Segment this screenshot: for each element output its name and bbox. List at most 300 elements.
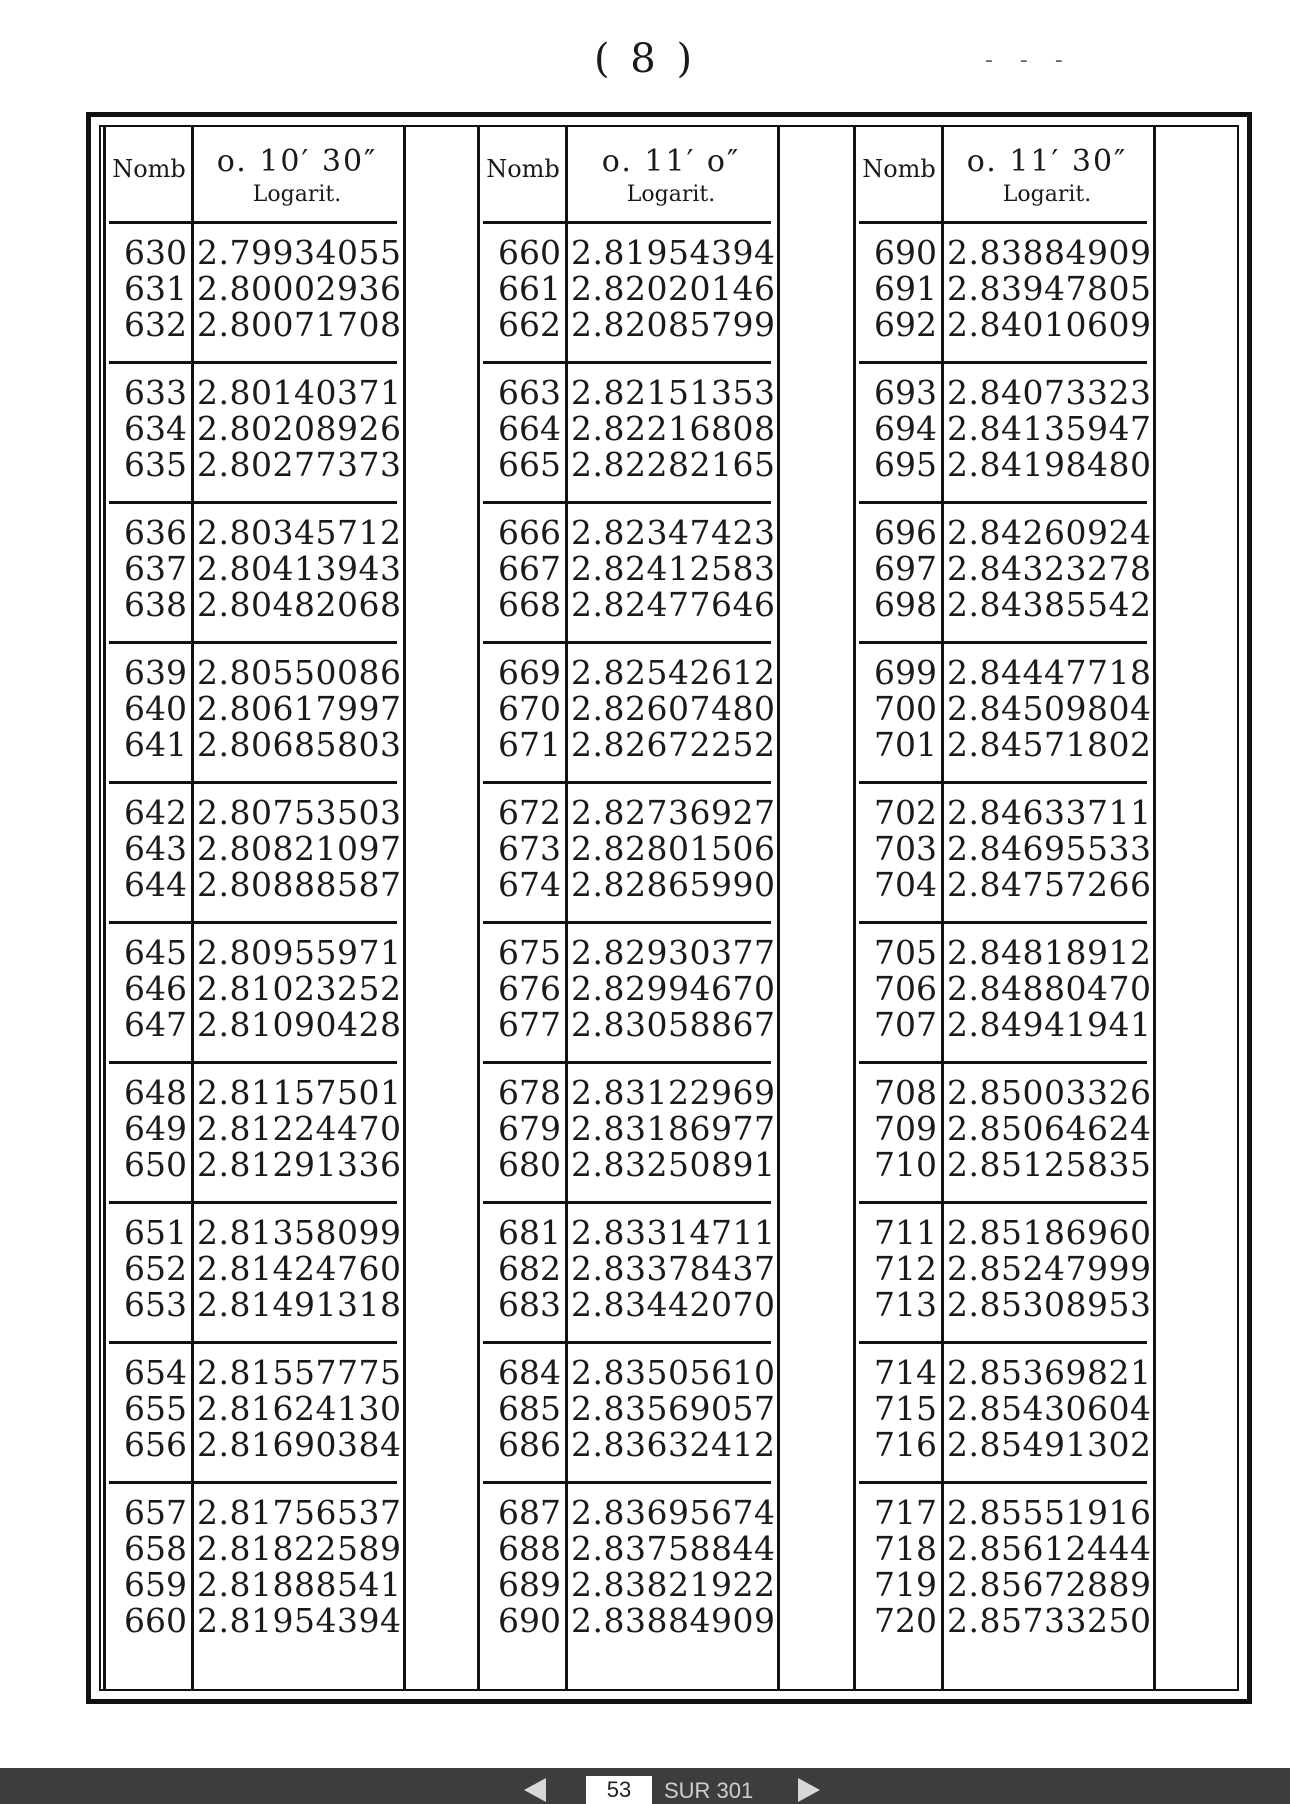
- table-row: [853, 235, 1153, 271]
- row-logarithm: 2.84941941: [947, 1005, 1152, 1044]
- row-logarithm: 2.80888587: [197, 865, 402, 904]
- row-logarithm: 2.81224470: [197, 1109, 402, 1148]
- table-row: [477, 307, 777, 343]
- table-row: [477, 235, 777, 271]
- table-block: [477, 795, 777, 903]
- table-block: [477, 655, 777, 763]
- block-rule: [109, 1341, 397, 1344]
- table-row: [103, 1531, 403, 1567]
- table-block: [477, 1075, 777, 1183]
- row-logarithm: 2.81822589: [197, 1529, 402, 1568]
- row-logarithm: 2.81954394: [571, 233, 776, 272]
- table-row: [103, 375, 403, 411]
- row-number: 676: [498, 969, 561, 1008]
- row-logarithm: 2.82930377: [571, 933, 776, 972]
- row-number: 643: [124, 829, 187, 868]
- row-logarithm: 2.82994670: [571, 969, 776, 1008]
- table-row: [103, 1391, 403, 1427]
- row-logarithm: 2.82542612: [571, 653, 776, 692]
- row-number: 720: [874, 1601, 937, 1640]
- row-logarithm: 2.83250891: [571, 1145, 776, 1184]
- table-block: [853, 375, 1153, 483]
- row-logarithm: 2.83186977: [571, 1109, 776, 1148]
- header-logarit-label: Logarit.: [626, 181, 716, 207]
- table-block: [853, 1495, 1153, 1639]
- block-rule: [859, 781, 1147, 784]
- row-logarithm: 2.83378437: [571, 1249, 776, 1288]
- row-number: 695: [874, 445, 937, 484]
- row-logarithm: 2.84073323: [947, 373, 1152, 412]
- table-row: [477, 1215, 777, 1251]
- row-number: 644: [124, 865, 187, 904]
- row-logarithm: 2.83884909: [571, 1601, 776, 1640]
- table-row: [853, 587, 1153, 623]
- row-logarithm: 2.82151353: [571, 373, 776, 412]
- table-row: [853, 1531, 1153, 1567]
- table-row: [853, 727, 1153, 763]
- row-number: 646: [124, 969, 187, 1008]
- header-nomb: Nomb: [862, 155, 936, 183]
- row-logarithm: 2.81624130: [197, 1389, 402, 1428]
- row-number: 672: [498, 793, 561, 832]
- header-logarithm: [569, 143, 773, 208]
- block-rule: [109, 781, 397, 784]
- row-logarithm: 2.84198480: [947, 445, 1152, 484]
- block-rule: [109, 361, 397, 364]
- row-number: 678: [498, 1073, 561, 1112]
- column-rule: [777, 125, 780, 1691]
- table-row: [853, 795, 1153, 831]
- row-logarithm: 2.81888541: [197, 1565, 402, 1604]
- row-number: 705: [874, 933, 937, 972]
- row-logarithm: 2.85369821: [947, 1353, 1152, 1392]
- row-logarithm: 2.83569057: [571, 1389, 776, 1428]
- table-row: [853, 691, 1153, 727]
- table-block: [103, 1355, 403, 1463]
- row-number: 657: [124, 1493, 187, 1532]
- block-rule: [109, 921, 397, 924]
- row-number: 690: [874, 233, 937, 272]
- header-logarit-label: Logarit.: [1002, 181, 1092, 207]
- row-number: 687: [498, 1493, 561, 1532]
- table-row: [853, 867, 1153, 903]
- row-number: 631: [124, 269, 187, 308]
- row-logarithm: 2.81954394: [197, 1601, 402, 1640]
- table-row: [103, 411, 403, 447]
- row-number: 679: [498, 1109, 561, 1148]
- row-number: 699: [874, 653, 937, 692]
- row-logarithm: 2.80821097: [197, 829, 402, 868]
- block-rule: [483, 641, 771, 644]
- table-row: [477, 271, 777, 307]
- table-row: [853, 1391, 1153, 1427]
- block-rule: [859, 501, 1147, 504]
- row-logarithm: 2.83505610: [571, 1353, 776, 1392]
- block-rule: [859, 641, 1147, 644]
- row-logarithm: 2.83695674: [571, 1493, 776, 1532]
- row-logarithm: 2.82085799: [571, 305, 776, 344]
- table-block: [853, 795, 1153, 903]
- row-number: 689: [498, 1565, 561, 1604]
- row-number: 683: [498, 1285, 561, 1324]
- row-number: 673: [498, 829, 561, 868]
- table-row: [477, 1075, 777, 1111]
- row-logarithm: 2.85125835: [947, 1145, 1152, 1184]
- table-row: [853, 1495, 1153, 1531]
- row-number: 656: [124, 1425, 187, 1464]
- table-row: [103, 1111, 403, 1147]
- table-row: [853, 271, 1153, 307]
- row-logarithm: 2.81023252: [197, 969, 402, 1008]
- row-number: 651: [124, 1213, 187, 1252]
- row-logarithm: 2.82347423: [571, 513, 776, 552]
- row-number: 638: [124, 585, 187, 624]
- block-rule: [483, 1341, 771, 1344]
- table-block: [477, 935, 777, 1043]
- row-logarithm: 2.81090428: [197, 1005, 402, 1044]
- table-row: [103, 307, 403, 343]
- row-logarithm: 2.82216808: [571, 409, 776, 448]
- row-number: 701: [874, 725, 937, 764]
- row-logarithm: 2.84880470: [947, 969, 1152, 1008]
- block-rule: [483, 1481, 771, 1484]
- table-row: [477, 587, 777, 623]
- row-number: 636: [124, 513, 187, 552]
- table-row: [103, 1287, 403, 1323]
- row-number: 639: [124, 653, 187, 692]
- table-row: [103, 271, 403, 307]
- table-row: [477, 515, 777, 551]
- table-block: [477, 1215, 777, 1323]
- table-block: [853, 1355, 1153, 1463]
- table-row: [853, 1215, 1153, 1251]
- row-logarithm: 2.80277373: [197, 445, 402, 484]
- next-page-icon[interactable]: [798, 1778, 820, 1802]
- row-number: 709: [874, 1109, 937, 1148]
- row-logarithm: 2.80685803: [197, 725, 402, 764]
- table-row: [853, 375, 1153, 411]
- row-number: 713: [874, 1285, 937, 1324]
- table-row: [477, 551, 777, 587]
- row-number: 677: [498, 1005, 561, 1044]
- table-row: [477, 1531, 777, 1567]
- table-row: [103, 587, 403, 623]
- row-logarithm: 2.80345712: [197, 513, 402, 552]
- row-number: 649: [124, 1109, 187, 1148]
- table-row: [853, 935, 1153, 971]
- block-rule: [859, 1201, 1147, 1204]
- table-row: [477, 1355, 777, 1391]
- table-row: [103, 795, 403, 831]
- table-row: [853, 551, 1153, 587]
- block-rule: [483, 221, 771, 224]
- table-block: [477, 1495, 777, 1639]
- row-number: 663: [498, 373, 561, 412]
- row-logarithm: 2.85612444: [947, 1529, 1152, 1568]
- row-number: 654: [124, 1353, 187, 1392]
- row-logarithm: 2.83758844: [571, 1529, 776, 1568]
- block-rule: [109, 1481, 397, 1484]
- row-logarithm: 2.80550086: [197, 653, 402, 692]
- row-logarithm: 2.84571802: [947, 725, 1152, 764]
- page-number: ( 8 ): [593, 36, 697, 82]
- row-number: 635: [124, 445, 187, 484]
- table-block: [103, 1495, 403, 1639]
- header-nomb: Nomb: [486, 155, 560, 183]
- row-logarithm: 2.85491302: [947, 1425, 1152, 1464]
- row-number: 650: [124, 1145, 187, 1184]
- row-logarithm: 2.84135947: [947, 409, 1152, 448]
- row-logarithm: 2.83442070: [571, 1285, 776, 1324]
- column-rule: [1153, 125, 1156, 1691]
- previous-page-icon[interactable]: [524, 1778, 546, 1802]
- table-row: [103, 1075, 403, 1111]
- header-logarithm: [945, 143, 1149, 208]
- row-logarithm: 2.82412583: [571, 549, 776, 588]
- table-row: [853, 447, 1153, 483]
- row-number: 642: [124, 793, 187, 832]
- row-logarithm: 2.84695533: [947, 829, 1152, 868]
- block-rule: [109, 1201, 397, 1204]
- row-number: 666: [498, 513, 561, 552]
- block-rule: [483, 1201, 771, 1204]
- page-number-input[interactable]: [586, 1776, 652, 1804]
- table-row: [477, 795, 777, 831]
- row-number: 637: [124, 549, 187, 588]
- row-logarithm: 2.82801506: [571, 829, 776, 868]
- row-number: 693: [874, 373, 937, 412]
- block-rule: [483, 501, 771, 504]
- row-number: 658: [124, 1529, 187, 1568]
- row-logarithm: 2.81491318: [197, 1285, 402, 1324]
- table-row: [853, 1287, 1153, 1323]
- table-block: [477, 375, 777, 483]
- table-row: [477, 1111, 777, 1147]
- row-logarithm: 2.81557775: [197, 1353, 402, 1392]
- block-rule: [109, 501, 397, 504]
- table-row: [477, 691, 777, 727]
- row-logarithm: 2.84260924: [947, 513, 1152, 552]
- table-row: [103, 1567, 403, 1603]
- block-rule: [859, 361, 1147, 364]
- row-number: 717: [874, 1493, 937, 1532]
- row-logarithm: 2.81690384: [197, 1425, 402, 1464]
- row-logarithm: 2.82020146: [571, 269, 776, 308]
- row-logarithm: 2.85308953: [947, 1285, 1152, 1324]
- row-logarithm: 2.85672889: [947, 1565, 1152, 1604]
- row-number: 661: [498, 269, 561, 308]
- row-number: 714: [874, 1353, 937, 1392]
- table-row: [103, 831, 403, 867]
- row-number: 632: [124, 305, 187, 344]
- row-number: 719: [874, 1565, 937, 1604]
- row-logarithm: 2.80413943: [197, 549, 402, 588]
- table-row: [853, 1567, 1153, 1603]
- viewer-toolbar: [0, 1768, 1290, 1804]
- row-logarithm: 2.85003326: [947, 1073, 1152, 1112]
- table-block: [103, 1215, 403, 1323]
- table-row: [103, 235, 403, 271]
- table-row: [103, 515, 403, 551]
- row-number: 704: [874, 865, 937, 904]
- row-number: 645: [124, 933, 187, 972]
- row-logarithm: 2.85733250: [947, 1601, 1152, 1640]
- row-number: 703: [874, 829, 937, 868]
- row-number: 686: [498, 1425, 561, 1464]
- row-logarithm: 2.83947805: [947, 269, 1152, 308]
- row-number: 670: [498, 689, 561, 728]
- table-row: [477, 375, 777, 411]
- table-row: [103, 1495, 403, 1531]
- table-row: [853, 1251, 1153, 1287]
- row-logarithm: 2.81424760: [197, 1249, 402, 1288]
- row-number: 680: [498, 1145, 561, 1184]
- row-number: 669: [498, 653, 561, 692]
- row-number: 652: [124, 1249, 187, 1288]
- page-dashes: - - -: [985, 48, 1073, 73]
- row-number: 630: [124, 233, 187, 272]
- table-row: [853, 515, 1153, 551]
- row-logarithm: 2.84323278: [947, 549, 1152, 588]
- row-logarithm: 2.80753503: [197, 793, 402, 832]
- row-logarithm: 2.85430604: [947, 1389, 1152, 1428]
- row-logarithm: 2.81291336: [197, 1145, 402, 1184]
- row-logarithm: 2.80140371: [197, 373, 402, 412]
- row-number: 671: [498, 725, 561, 764]
- table-row: [103, 655, 403, 691]
- row-logarithm: 2.84447718: [947, 653, 1152, 692]
- row-number: 708: [874, 1073, 937, 1112]
- table-row: [103, 867, 403, 903]
- row-logarithm: 2.82282165: [571, 445, 776, 484]
- row-number: 659: [124, 1565, 187, 1604]
- table-block: [853, 1075, 1153, 1183]
- row-logarithm: 2.79934055: [197, 233, 402, 272]
- header-angle: o. 10′ 30″: [216, 144, 378, 179]
- table-row: [103, 1147, 403, 1183]
- row-number: 662: [498, 305, 561, 344]
- table-row: [103, 551, 403, 587]
- table-block: [103, 935, 403, 1043]
- table-row: [477, 867, 777, 903]
- row-number: 700: [874, 689, 937, 728]
- log-table-3: [853, 125, 1213, 1691]
- row-number: 715: [874, 1389, 937, 1428]
- table-block: [477, 235, 777, 343]
- table-row: [853, 971, 1153, 1007]
- table-row: [477, 1251, 777, 1287]
- header-logarithm: [195, 143, 399, 208]
- row-logarithm: 2.85186960: [947, 1213, 1152, 1252]
- row-number: 694: [874, 409, 937, 448]
- row-logarithm: 2.83821922: [571, 1565, 776, 1604]
- row-number: 641: [124, 725, 187, 764]
- table-row: [853, 655, 1153, 691]
- row-logarithm: 2.81358099: [197, 1213, 402, 1252]
- table-row: [477, 447, 777, 483]
- table-block: [103, 515, 403, 623]
- row-logarithm: 2.80955971: [197, 933, 402, 972]
- row-logarithm: 2.82607480: [571, 689, 776, 728]
- table-row: [477, 1147, 777, 1183]
- row-number: 692: [874, 305, 937, 344]
- table-row: [853, 1007, 1153, 1043]
- block-rule: [859, 1481, 1147, 1484]
- row-number: 634: [124, 409, 187, 448]
- table-row: [477, 655, 777, 691]
- table-row: [477, 727, 777, 763]
- table-row: [477, 1495, 777, 1531]
- table-row: [103, 691, 403, 727]
- table-block: [103, 655, 403, 763]
- row-number: 682: [498, 1249, 561, 1288]
- row-number: 697: [874, 549, 937, 588]
- row-logarithm: 2.83632412: [571, 1425, 776, 1464]
- row-logarithm: 2.82672252: [571, 725, 776, 764]
- table-block: [477, 515, 777, 623]
- row-logarithm: 2.83122969: [571, 1073, 776, 1112]
- row-number: 665: [498, 445, 561, 484]
- row-number: 685: [498, 1389, 561, 1428]
- block-rule: [483, 921, 771, 924]
- block-rule: [859, 921, 1147, 924]
- table-block: [477, 1355, 777, 1463]
- table-row: [853, 1075, 1153, 1111]
- table-row: [477, 1427, 777, 1463]
- row-number: 698: [874, 585, 937, 624]
- header-logarit-label: Logarit.: [252, 181, 342, 207]
- row-number: 716: [874, 1425, 937, 1464]
- row-number: 718: [874, 1529, 937, 1568]
- row-number: 647: [124, 1005, 187, 1044]
- row-number: 648: [124, 1073, 187, 1112]
- table-row: [853, 1355, 1153, 1391]
- table-row: [477, 1567, 777, 1603]
- row-logarithm: 2.85247999: [947, 1249, 1152, 1288]
- row-number: 674: [498, 865, 561, 904]
- table-block: [103, 1075, 403, 1183]
- table-row: [477, 1007, 777, 1043]
- table-row: [103, 727, 403, 763]
- row-logarithm: 2.81756537: [197, 1493, 402, 1532]
- row-logarithm: 2.80617997: [197, 689, 402, 728]
- block-rule: [109, 1061, 397, 1064]
- row-number: 667: [498, 549, 561, 588]
- block-rule: [109, 641, 397, 644]
- row-number: 690: [498, 1601, 561, 1640]
- table-row: [477, 971, 777, 1007]
- row-logarithm: 2.80208926: [197, 409, 402, 448]
- table-row: [853, 1111, 1153, 1147]
- log-table-1: [103, 125, 463, 1691]
- block-rule: [483, 1061, 771, 1064]
- table-row: [103, 1427, 403, 1463]
- block-rule: [859, 1341, 1147, 1344]
- row-number: 681: [498, 1213, 561, 1252]
- row-logarithm: 2.80071708: [197, 305, 402, 344]
- row-logarithm: 2.80482068: [197, 585, 402, 624]
- column-rule: [403, 125, 406, 1691]
- row-logarithm: 2.82865990: [571, 865, 776, 904]
- row-logarithm: 2.84818912: [947, 933, 1152, 972]
- table-row: [103, 1603, 403, 1639]
- table-block: [853, 935, 1153, 1043]
- row-number: 660: [124, 1601, 187, 1640]
- header-nomb: Nomb: [112, 155, 186, 183]
- table-row: [477, 1287, 777, 1323]
- row-logarithm: 2.83884909: [947, 233, 1152, 272]
- row-number: 710: [874, 1145, 937, 1184]
